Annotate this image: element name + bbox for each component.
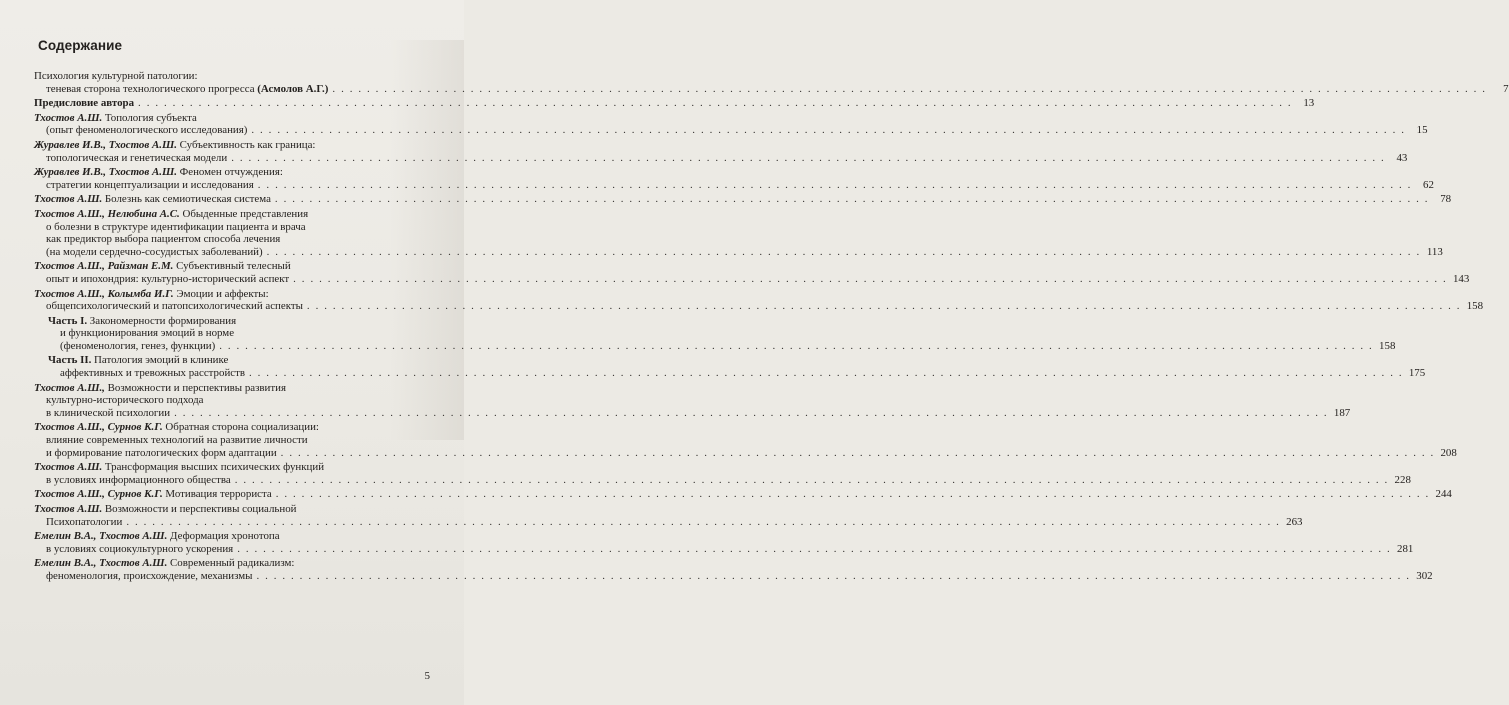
- entry-title-cont: в клинической психологии: [46, 406, 171, 419]
- entry-title-cont: Психопатологии: [46, 515, 123, 528]
- page-title: Содержание: [38, 38, 123, 53]
- toc-entry: [34, 421, 1457, 459]
- entry-author: Тхостов А.Ш., Райзман Е.М.: [34, 260, 174, 273]
- page-ref: 13: [1303, 97, 1315, 110]
- toc-entry: [34, 111, 1428, 137]
- entry-title: Патология эмоций в клинике: [91, 354, 229, 367]
- entry-title: Субъективность как граница:: [176, 138, 316, 151]
- toc-entry: [34, 488, 1452, 501]
- entry-author: Тхостов А.Ш.: [34, 503, 103, 515]
- entry-title: Деформация хронотопа: [167, 530, 280, 543]
- leader-dots: [219, 340, 1373, 353]
- leader-dots: [249, 367, 1403, 380]
- entry-author: Журавлев И.В., Тхостов А.Ш.: [34, 138, 177, 151]
- toc-entry: [34, 70, 1509, 95]
- entry-title: Возможности и перспективы развития: [104, 381, 286, 394]
- page-ref: 143: [1452, 272, 1470, 285]
- page-ref: 158: [1379, 339, 1396, 352]
- entry-title: Закономерности формирования: [87, 314, 237, 327]
- entry-title: Мотивация террориста: [162, 488, 272, 501]
- page-ref: 43: [1396, 151, 1408, 164]
- entry-author: Тхостов А.Ш., Сурнов К.Г.: [34, 488, 163, 501]
- leader-dots: [251, 124, 1405, 137]
- leader-dots: [237, 543, 1391, 556]
- entry-author: Емелин В.А., Тхостов А.Ш.: [34, 530, 168, 543]
- toc-entry: [34, 260, 1470, 285]
- entry-title-cont: (опыт феноменологического исследования): [46, 124, 248, 137]
- page-ref: 78: [1440, 193, 1452, 206]
- entry-author: Емелин В.А., Тхостов А.Ш.: [34, 557, 168, 570]
- page-ref: 175: [1408, 367, 1426, 380]
- entry-title-cont: общепсихологический и патопсихологический аспекты: [46, 300, 303, 313]
- page-ref: 244: [1435, 488, 1452, 501]
- part-label: Часть II.: [48, 354, 92, 367]
- entry-title: Обыденные представления: [179, 207, 309, 220]
- entry-title: Болезнь как семиотическая система: [102, 193, 271, 206]
- page-ref: 263: [1286, 515, 1303, 528]
- part-label: Часть I.: [48, 314, 88, 327]
- leader-dots: [293, 273, 1447, 286]
- leader-dots: [281, 447, 1435, 460]
- toc-entry: [34, 207, 1443, 258]
- entry-title: Возможности и перспективы социальной: [102, 503, 297, 515]
- entry-author: Тхостов А.Ш.,: [34, 381, 105, 394]
- toc-entry: [34, 166, 1434, 191]
- entry-author: Тхостов А.Ш., Сурнов К.Г.: [34, 421, 163, 434]
- entry-title-cont: в условиях социокультурного ускорения: [46, 542, 234, 555]
- page-ref: 302: [1416, 569, 1433, 582]
- toc-entry: [34, 287, 1484, 313]
- entry-title: Современный радикализм:: [167, 557, 295, 570]
- entry-author: Тхостов А.Ш., Нелюбина А.С.: [34, 207, 180, 220]
- page-ref: 228: [1394, 473, 1411, 486]
- entry-title: Трансформация высших психических функций: [102, 461, 325, 474]
- entry-title: Обратная сторона социализации:: [162, 421, 319, 434]
- entry-author: Тхостов А.Ш., Колымба И.Г.: [34, 287, 174, 300]
- toc-entry: [34, 461, 1411, 486]
- entry-author: Тхостов А.Ш.: [34, 111, 103, 124]
- leader-dots: [231, 152, 1385, 165]
- entry-title-cont: в условиях информационного общества: [46, 473, 231, 486]
- page-ref: 15: [1416, 124, 1428, 137]
- entry-title-cont: аффективных и тревожных расстройств: [60, 367, 246, 380]
- leader-dots: [258, 179, 1412, 192]
- entry-title-cont: теневая сторона технологического прогресса: [46, 82, 255, 95]
- entry-author: Журавлев И.В., Тхостов А.Ш.: [34, 166, 177, 179]
- entry-title-cont: и функционирования эмоций в норме: [60, 327, 235, 340]
- entry-title-cont: феноменология, происхождение, механизмы: [46, 569, 253, 582]
- leader-dots: [138, 97, 1292, 110]
- toc-entry: [34, 138, 1408, 164]
- entry-title-cont: о болезни в структуре идентификации пациента и врача: [46, 220, 306, 233]
- page-number: 5: [424, 670, 430, 682]
- entry-title-cont: культурно-исторического подхода: [46, 394, 204, 407]
- entry-title: Феномен отчуждения:: [176, 166, 283, 179]
- table-of-contents: [34, 70, 1509, 585]
- entry-title-cont: влияние современных технологий на развитие личности: [46, 434, 308, 447]
- entry-title: Субъективный телесный: [173, 260, 291, 273]
- leader-dots: [126, 516, 1280, 529]
- entry-title-cont: (на модели сердечно-сосудистых заболеваний): [46, 245, 263, 258]
- leader-dots: [275, 193, 1429, 206]
- page-ref: 281: [1397, 542, 1414, 555]
- entry-title: Топология субъекта: [102, 111, 197, 124]
- entry-title-cont: как предиктор выбора пациентом способа лечения: [46, 233, 281, 246]
- leader-dots: [307, 300, 1461, 313]
- page-ref: 187: [1333, 406, 1351, 419]
- page-ref: 62: [1423, 178, 1434, 191]
- leader-dots: [276, 488, 1430, 501]
- leader-dots: [235, 474, 1389, 487]
- page-ref: 113: [1426, 245, 1443, 258]
- entry-title: Психология культурной патологии:: [34, 70, 198, 82]
- toc-subentry: [34, 354, 1426, 380]
- entry-author: Тхостов А.Ш.: [34, 461, 103, 474]
- toc-entry: [34, 503, 1303, 528]
- entry-title-cont: опыт и ипохондрия: культурно-исторический аспект: [46, 272, 290, 285]
- entry-title: Предисловие автора: [34, 97, 135, 110]
- toc-entry: [34, 193, 1452, 206]
- page-ref: 208: [1440, 446, 1457, 459]
- entry-title-cont: и формирование патологических форм адаптации: [46, 446, 277, 459]
- entry-author: (Асмолов А.Г.): [254, 82, 329, 95]
- toc-entry: [34, 557, 1433, 582]
- entry-title-cont: стратегии концептуализации и исследования: [46, 178, 254, 191]
- page-ref: 158: [1466, 300, 1484, 313]
- entry-author: Тхостов А.Ш.: [34, 193, 103, 206]
- toc-entry: [34, 381, 1351, 420]
- leader-dots: [267, 246, 1421, 259]
- toc-entry: [34, 530, 1414, 555]
- leader-dots: [256, 570, 1410, 583]
- entry-title: Эмоции и аффекты:: [173, 287, 269, 300]
- leader-dots: [332, 83, 1486, 96]
- entry-title-cont: (феноменология, генез, функции): [60, 339, 216, 352]
- toc-subentry: [34, 314, 1396, 353]
- page-ref: 7: [1503, 82, 1509, 95]
- toc-entry: [34, 97, 1315, 110]
- leader-dots: [174, 407, 1328, 420]
- entry-title-cont: топологическая и генетическая модели: [46, 151, 228, 164]
